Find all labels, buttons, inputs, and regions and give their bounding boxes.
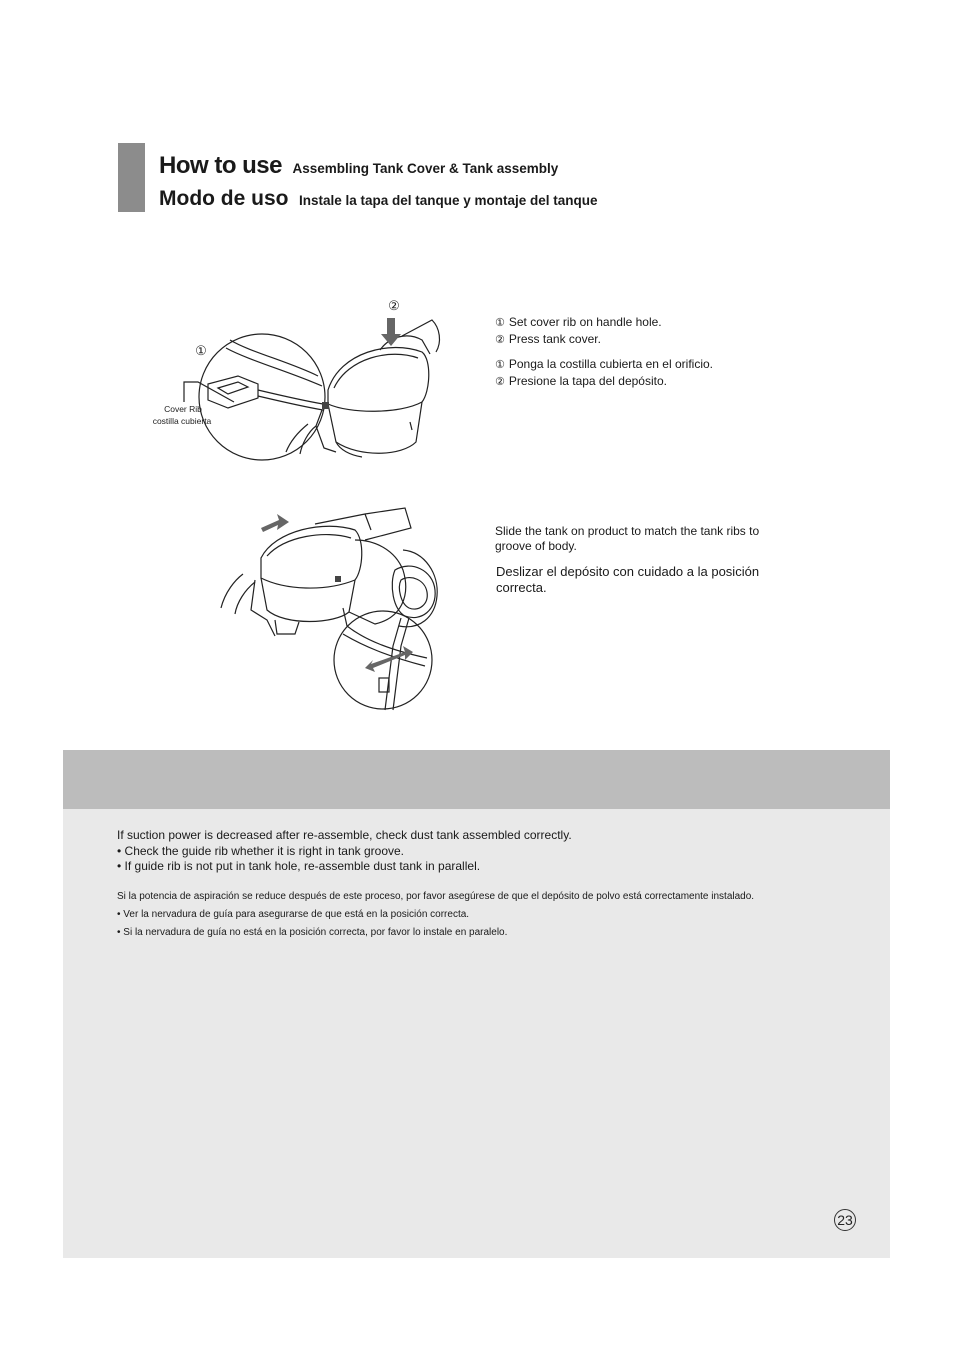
note-header-bar [63,750,890,809]
step1-instructions-en [495,314,662,348]
direction-arrow-icon [365,646,413,672]
section-marker-bar [118,143,145,212]
press-arrow-icon [381,318,401,346]
cover-rib-label: Cover Rib [164,404,202,414]
note-text-es [117,888,754,942]
step2-instructions-es: Deslizar el depósito con cuidado a la posición correcta. [496,564,760,595]
note-text-en [117,828,572,875]
step1-en-item-1: ① Set cover rib on handle hole. [495,315,662,329]
title-en-line [159,152,558,180]
step-marker-2: ② [388,298,400,313]
cover-rib-label-es: costilla cubierta [152,416,212,426]
note-es-line-2: • Ver la nervadura de guía para asegurarse de que está en la posición correcta. [117,909,470,920]
page-subtitle-en: Assembling Tank Cover & Tank assembly [292,161,559,176]
title-es-line [159,187,598,211]
page-subtitle-es: Instale la tapa del tanque y montaje del tanque [298,193,598,208]
note-en-line-3: • If guide rib is not put in tank hole, re-assemble dust tank in parallel. [117,859,481,873]
note-en-line-2: • Check the guide rib whether it is right in tank groove. [117,843,405,858]
step-marker-1: ① [195,343,207,358]
wheel-outline [392,566,435,617]
tank-slide-illustration [215,500,445,725]
note-en-line-1: If suction power is decreased after re-assemble, check dust tank assembled correctly. [117,828,572,842]
slide-arrow-icon [261,514,289,532]
tank-cover-illustration [140,292,470,468]
page-title-en: How to use [159,152,283,179]
note-es-line-3: • Si la nervadura de guía no está en la posición correcta, por favor lo instale en paralelo. [117,927,508,938]
step2-instructions-en: Slide the tank on product to match the tank ribs to groove of body. [495,524,760,553]
page-number: 23 [834,1209,856,1231]
page-title-es: Modo de uso [159,187,289,210]
step1-en-item-2: ② Press tank cover. [495,332,601,346]
step1-es-item-2: ② Presione la tapa del depósito. [495,374,667,388]
step1-es-item-1: ① Ponga la costilla cubierta en el orificio. [495,357,713,371]
note-es-line-1: Si la potencia de aspiración se reduce después de este proceso, por favor asegúrese de que el depósito de polvo está correctamente instalado. [117,891,755,902]
step1-instructions-es [495,356,713,390]
note-panel [63,750,890,1258]
